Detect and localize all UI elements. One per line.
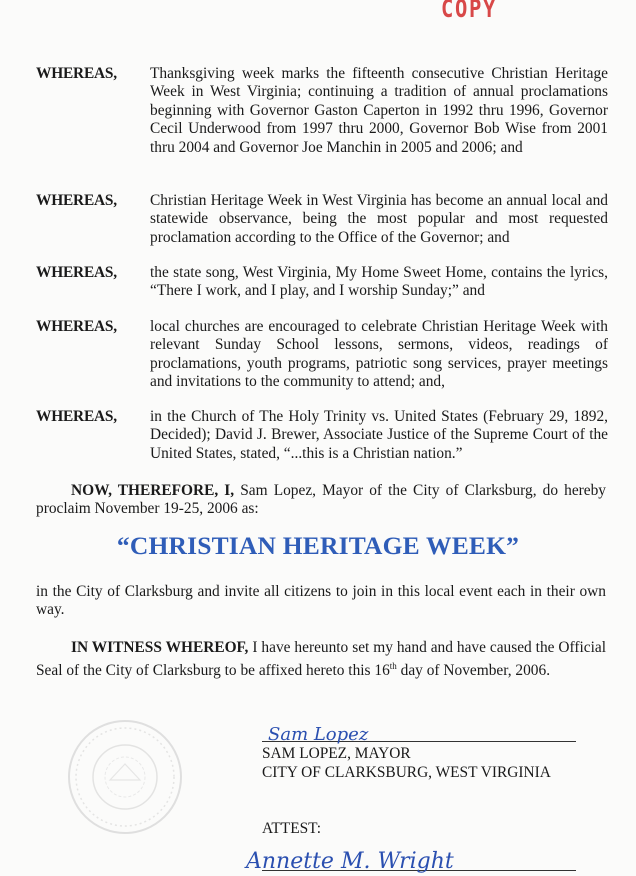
whereas-label: WHEREAS, xyxy=(36,408,117,425)
witness-text-end: day of November, 2006. xyxy=(396,662,551,680)
whereas-label: WHEREAS, xyxy=(36,65,117,82)
copy-stamp: COPY xyxy=(441,0,497,23)
attest-signature-text: Annette M. Wright xyxy=(246,849,454,874)
whereas-text: the state song, West Virginia, My Home Sweet Home, contains the lyrics, “There I work, and I play, and I worship Sunday;” and xyxy=(150,264,608,300)
whereas-text: in the Church of The Holy Trinity vs. United States (February 29, 1892, Decided); David J. Brewer, Associate Justice of the Supreme Court of the United States, stated, “...this is a Christian nation.” xyxy=(150,408,608,462)
witness-lead: IN WITNESS WHEREOF, xyxy=(71,639,249,656)
proclamation-lead: NOW, THEREFORE, I, xyxy=(71,482,235,499)
mayor-name: SAM LOPEZ, MAYOR xyxy=(262,745,411,762)
whereas-clause-3 xyxy=(36,264,608,301)
proclamation-paragraph xyxy=(36,482,606,519)
proclamation-text: Sam Lopez, Mayor of the City of Clarksburg, do hereby proclaim November 19-25, 2006 as: xyxy=(36,482,606,518)
whereas-label: WHEREAS, xyxy=(36,318,117,335)
whereas-text: local churches are encouraged to celebrate Christian Heritage Week with relevant Sunday School lessons, sermons, videos, readings of proclamations, youth programs, patriotic song services, prayer meetings and invitations to the community to attend; and, xyxy=(150,318,608,391)
whereas-clause-4 xyxy=(36,318,608,392)
whereas-clause-5 xyxy=(36,408,608,463)
witness-superscript: th xyxy=(389,661,397,672)
whereas-label: WHEREAS, xyxy=(36,192,117,209)
whereas-label: WHEREAS, xyxy=(36,264,117,281)
invite-paragraph: in the City of Clarksburg and invite all citizens to join in this local event each in their own way. xyxy=(36,583,606,619)
city-seal xyxy=(66,718,184,836)
proclamation-title: “CHRISTIAN HERITAGE WEEK” xyxy=(116,531,520,560)
witness-paragraph xyxy=(36,639,606,681)
witness-text: I have hereunto set my hand and have caused the Official Seal of the City of Clarksburg to be affixed hereto this 16 xyxy=(36,639,607,680)
whereas-clause-2 xyxy=(36,192,608,247)
whereas-text: Thanksgiving week marks the fifteenth consecutive Christian Heritage Week in West Virginia; continuing a tradition of annual proclamations beginning with Governor Gaston Caperton in 1992 thru 1996, Governor Cecil Underwood from 1997 thru 2000, Governor Bob Wise from 2001 thru 2004 and Governor Joe Manchin in 2005 and 2006; and xyxy=(150,65,608,156)
attest-label: ATTEST: xyxy=(262,820,322,837)
mayor-city: CITY OF CLARKSBURG, WEST VIRGINIA xyxy=(262,764,551,781)
whereas-clause-1 xyxy=(36,65,608,157)
attest-signature xyxy=(242,836,482,876)
whereas-text: Christian Heritage Week in West Virginia has become an annual local and statewide observance, being the most popular and most requested proclamation according to the Office of the Governor; and xyxy=(150,192,608,246)
mayor-signature-text: Sam Lopez xyxy=(268,724,369,745)
